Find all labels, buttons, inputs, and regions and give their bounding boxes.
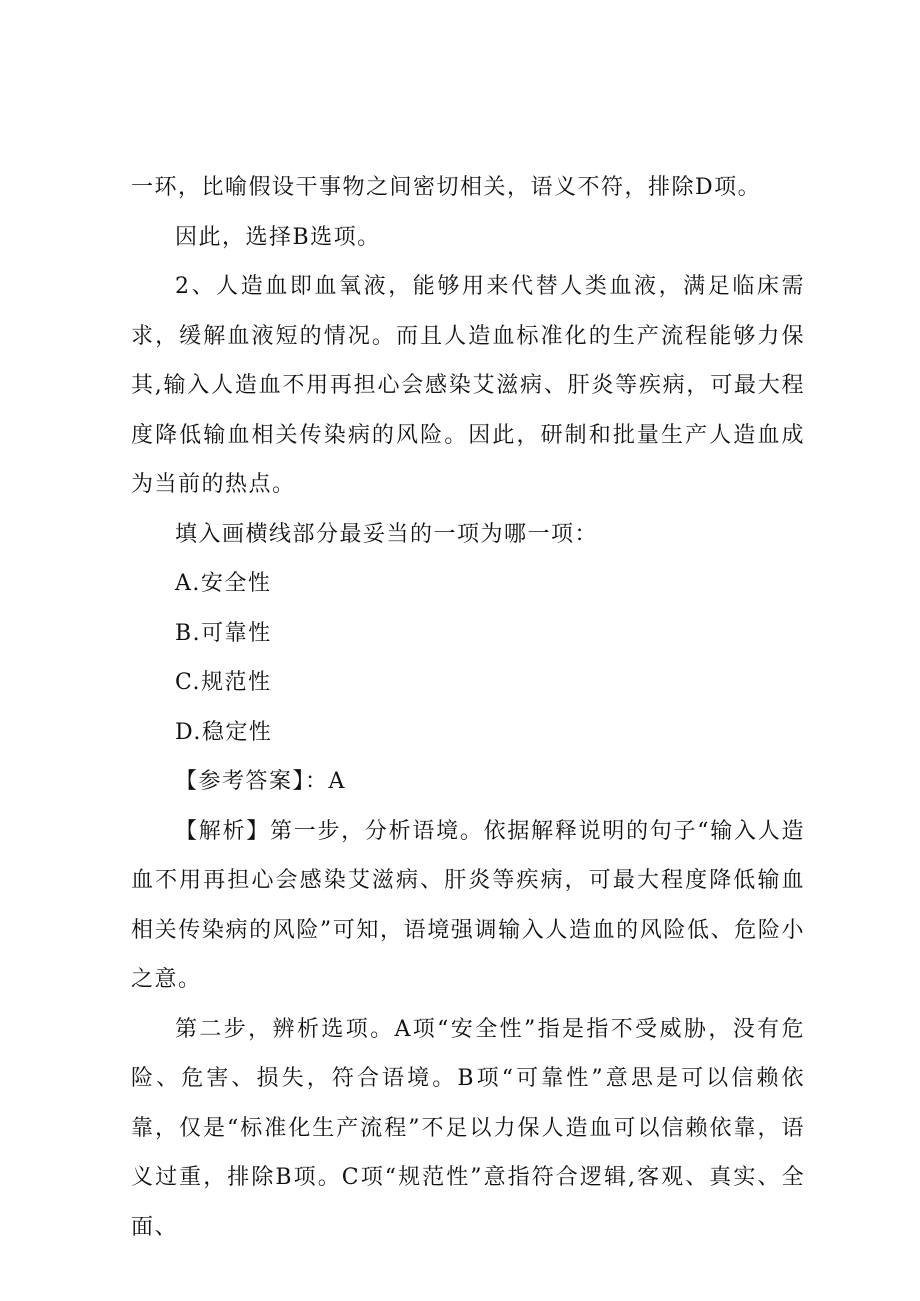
option-a: A.安全性: [175, 571, 272, 596]
option-d: D.稳定性: [175, 719, 273, 745]
reference-answer: 【参考答案】：A: [175, 769, 346, 794]
analysis-step-two: 第二步，辨析选项。A项“安全性”指是指不受威胁，没有危险、危害、损失，符合语境。B项“可靠性”意思是可以信赖依靠，仅是“标准化生产流程”不足以力保人造血可以信赖依靠，语义过重，排除B项。C项“规范性”意指符合逻辑,客观、真实、全面、: [131, 1016, 805, 1240]
question-stem: 2、人造血即血氧液，能够用来代替人类血液，满足临床需求，缓解血液短的情况。而且人造血标准化的生产流程能够力保其,输入人造血不用再担心会感染艾滋病、肝炎等疾病，可最大程度降低输血相关传染病的风险。因此，研制和批量生产人造血成为当前的热点。: [131, 274, 805, 497]
option-c: C.规范性: [175, 670, 272, 695]
paragraph-continuation: 一环，比喻假设干事物之间密切相关，语义不符，排除D项。: [131, 175, 762, 200]
document-body: [131, 163, 805, 1252]
question-prompt: 填入画横线部分最妥当的一项为哪一项：: [175, 521, 599, 547]
paragraph-conclusion: 因此，选择B选项。: [175, 224, 381, 250]
analysis-step-one: 【解析】第一步，分析语境。依据解释说明的句子“输入人造血不用再担心会感染艾滋病、肝炎等疾病，可最大程度降低输血相关传染病的风险”可知，语境强调输入人造血的风险低、危险小之意。: [131, 818, 805, 992]
option-b: B.可靠性: [175, 620, 272, 646]
